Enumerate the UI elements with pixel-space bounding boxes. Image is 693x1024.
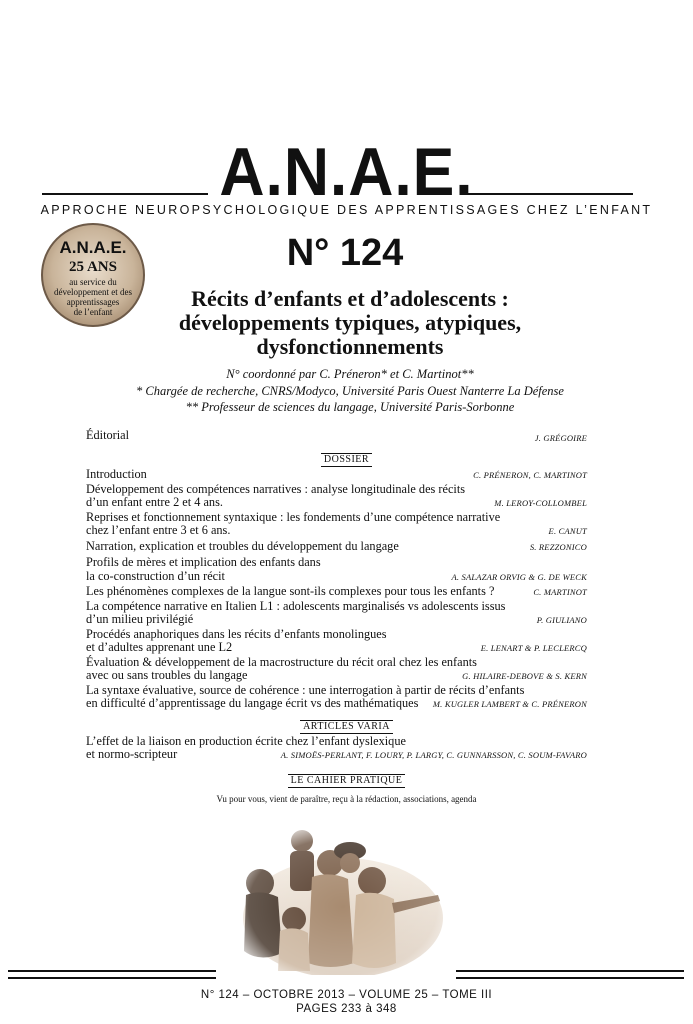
cahier-pratique-description: Vu pour vous, vient de paraître, reçu à la rédaction, associations, agenda [216,794,477,804]
badge-line: de l’enfant [73,307,113,317]
toc-entry-title: Narration, explication et troubles du développement du langage [86,539,399,553]
toc-entry-title: la co-construction d’un récit [86,569,225,583]
toc-entry-title: et d’adultes apprenant une L2 [86,640,233,654]
headline-line: développements typiques, atypiques, [178,310,522,335]
journal-subtitle: APPROCHE NEUROPSYCHOLOGIQUE DES APPRENTISSAGES CHEZ L’ENFANT [40,203,653,217]
toc-entry-author: J. GRÉGOIRE [534,433,587,443]
badge-line: développement et des [54,287,132,297]
toc-entry-title: et normo-scripteur [86,747,178,761]
toc-entry-title: Éditorial [86,428,130,442]
issue-number: N° 124 [286,232,404,274]
badge-line: apprentissages [66,297,120,307]
affiliation-note: * Chargée de recherche, CNRS/Modyco, Université Paris Ouest Nanterre La Défense [136,384,564,398]
section-header-articles-varia: ARTICLES VARIA [0,716,693,734]
footer-rule-left-lower [8,977,216,979]
toc-entry-title: La compétence narrative en Italien L1 : adolescents marginalisés vs adolescents issus [86,599,506,613]
toc-entry-title: Reprises et fonctionnement syntaxique : les fondements d’une compétence narrative [86,510,501,524]
toc-entry-author: E. LENART & P. LECLERCQ [480,643,587,653]
toc-entry-author: A. SALAZAR ORVIG & G. DE WECK [451,572,587,582]
toc-entry-title: Évaluation & développement de la macrostructure du récit oral chez les enfants [86,655,477,669]
badge-years: 25 ANS [69,259,117,275]
section-header-cahier-pratique: LE CAHIER PRATIQUE [0,770,693,788]
toc-entry-author: A. SIMOËS-PERLANT, F. LOURY, P. LARGY, C. GUNNARSSON, C. SOUM-FAVARO [280,750,587,760]
headline-line: Récits d’enfants et d’adolescents : [191,286,509,311]
toc-entry-title: Les phénomènes complexes de la langue sont-ils complexes pour tous les enfants ? [86,584,495,598]
toc-entry-title: en difficulté d’apprentissage du langage écrit vs des mathématiques [86,696,419,710]
footer-rule-left [8,970,216,972]
toc-entry-title: La syntaxe évaluative, source de cohérence : une interrogation à partir de récits d’enfants [86,683,525,697]
issue-footer-pages: PAGES 233 à 348 [296,1003,397,1015]
badge-logo: A.N.A.E. [59,238,127,257]
affiliation-note: ** Professeur de sciences du langage, Université Paris-Sorbonne [185,400,515,414]
headline-line: dysfonctionnements [256,334,444,359]
toc-entry-author: G. HILAIRE-DEBOVE & S. KERN [462,671,587,681]
issue-headline [140,287,560,359]
footer-rule-right [456,970,684,972]
toc-entry-title: d’un enfant entre 2 et 4 ans. [86,495,223,509]
toc-entry-author: M. LEROY-COLLOMBEL [494,498,587,508]
toc-entry-author: C. MARTINOT [533,587,587,597]
toc-entry-author: E. CANUT [548,526,587,536]
badge-line: au service du [69,277,117,287]
toc-entry-author: P. GIULIANO [536,615,587,625]
footer-rule-right-lower [456,977,684,979]
toc-entry-title: L’effet de la liaison en production écrite chez l’enfant dyslexique [86,734,406,748]
toc-entry-title: chez l’enfant entre 3 et 6 ans. [86,523,231,537]
coordinator-credit: N° coordonné par C. Préneron* et C. Martinot** [226,367,474,381]
toc-entry-title: d’un milieu privilégié [86,612,194,626]
vintage-children-photo [238,823,448,975]
toc-entry-title: Procédés anaphoriques dans les récits d’enfants monolingues [86,627,387,641]
toc-entry-title: Introduction [86,467,147,481]
section-header-dossier: DOSSIER [0,449,693,467]
toc-entry-title: Développement des compétences narratives : analyse longitudinale des récits [86,482,466,496]
toc-entry-title: avec ou sans troubles du langage [86,668,248,682]
journal-title: A.N.A.E. [219,134,474,210]
toc-entry-author: M. KUGLER LAMBERT & C. PRÉNERON [432,699,587,709]
anniversary-badge [41,223,145,327]
toc-entry-author: C. PRÉNERON, C. MARTINOT [473,470,587,480]
issue-footer-details: N° 124 – OCTOBRE 2013 – VOLUME 25 – TOME III [200,989,493,1001]
toc-entry-author: S. REZZONICO [529,542,587,552]
toc-entry-title: Profils de mères et implication des enfants dans [86,555,321,569]
